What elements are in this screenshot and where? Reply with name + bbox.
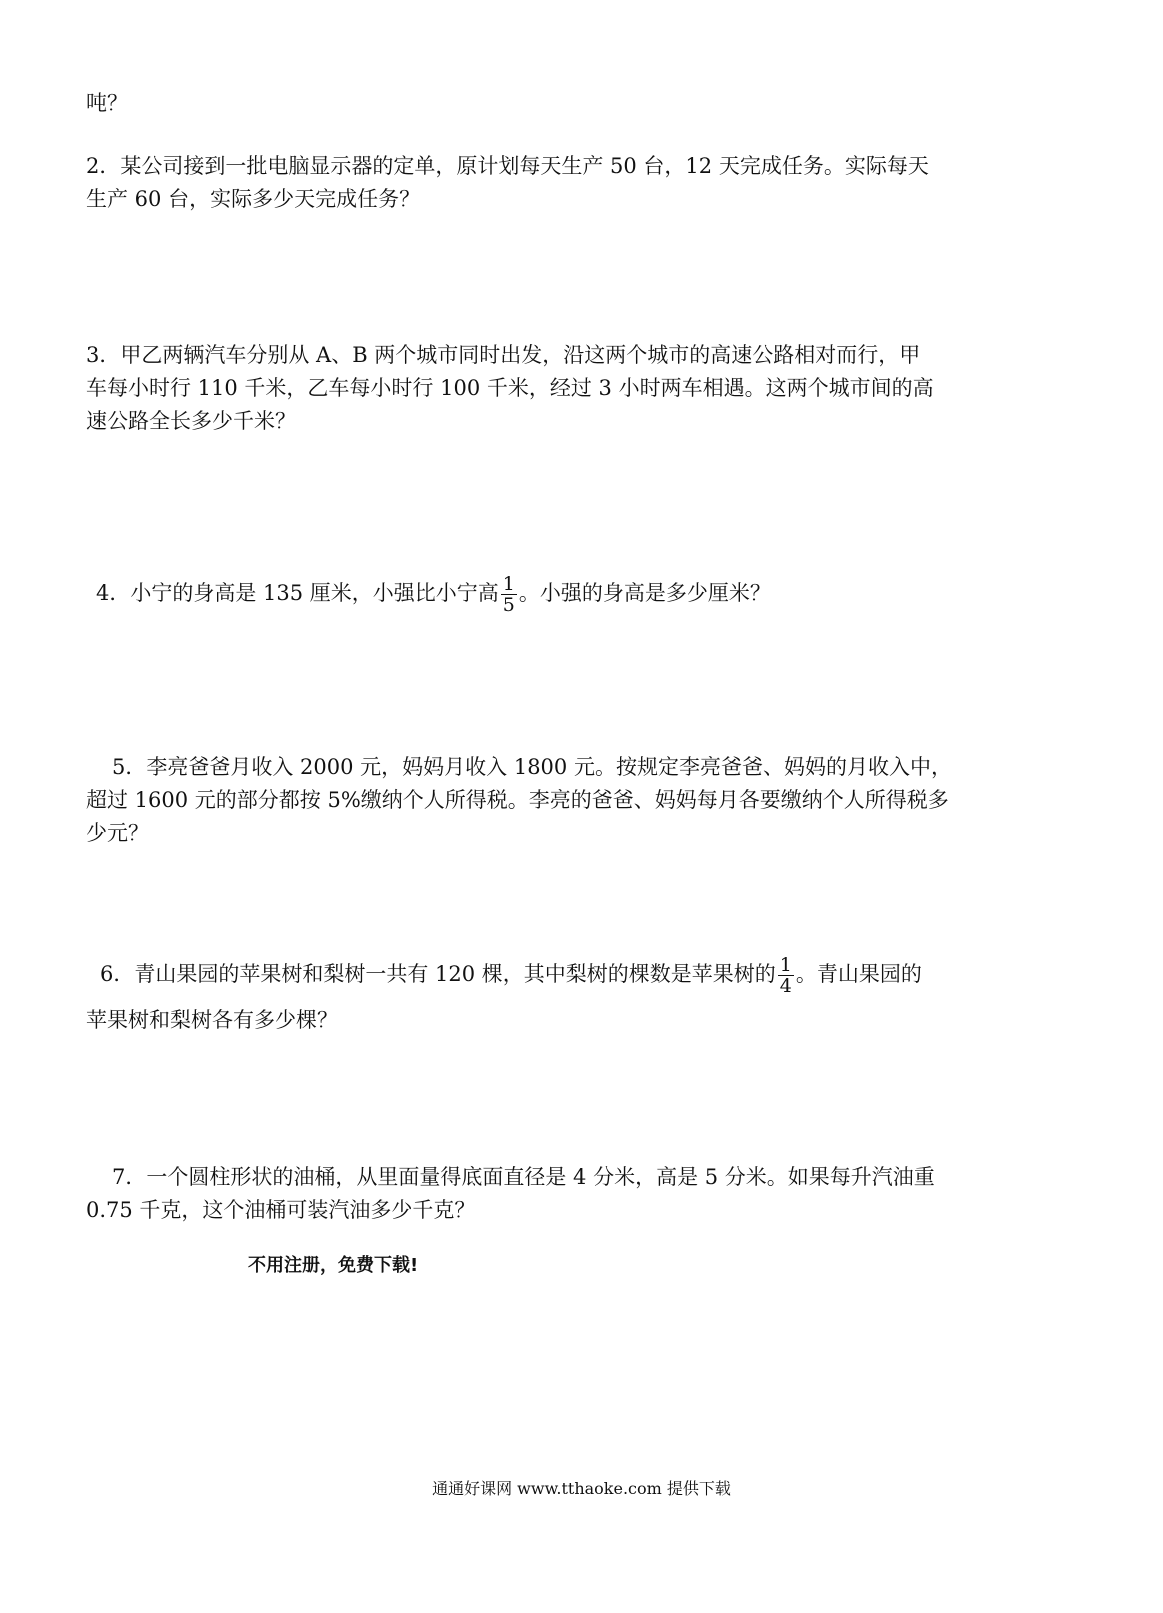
footer-source: 通通好课网 www.tthaoke.com 提供下载: [432, 1479, 731, 1498]
problem-4-text-after: 。小强的身高是多少厘米？: [518, 581, 771, 605]
fraction-denominator: 5: [502, 594, 515, 616]
problem-1-tail: 吨？: [86, 91, 128, 115]
problem-4-fraction: [501, 574, 517, 615]
fraction-denominator: 4: [779, 975, 792, 997]
problem-3-line-2: 车每小时行 110 千米，乙车每小时行 100 千米，经过 3 小时两车相遇。这两个城市间的高: [86, 376, 934, 400]
problem-6-line-2: 苹果树和梨树各有多少棵？: [86, 1008, 338, 1032]
problem-7-line-1: 7．一个圆柱形状的油桶，从里面量得底面直径是 4 分米，高是 5 分米。如果每升汽油重: [112, 1165, 935, 1189]
problem-4-text-before: 4．小宁的身高是 135 厘米，小强比小宁高: [96, 581, 499, 605]
problem-2-line-2: 生产 60 台，实际多少天完成任务？: [86, 187, 421, 211]
problem-5-line-1: 5．李亮爸爸月收入 2000 元，妈妈月收入 1800 元。按规定李亮爸爸、妈妈的月收入中，: [112, 755, 952, 779]
fraction-numerator: 1: [779, 954, 792, 976]
fraction-numerator: 1: [502, 573, 515, 595]
promo-text: 不用注册，免费下载!: [248, 1255, 419, 1276]
problem-3-line-1: 3．甲乙两辆汽车分别从 A、B 两个城市同时出发，沿这两个城市的高速公路相对而行，甲: [86, 343, 921, 367]
problem-7-line-2: 0.75 千克，这个油桶可装汽油多少千克？: [86, 1198, 476, 1222]
problem-6-line-1: [100, 955, 922, 996]
problem-3-line-3: 速公路全长多少千米？: [86, 409, 296, 433]
problem-6-fraction: [778, 955, 794, 996]
problem-4: [96, 574, 771, 615]
problem-6-text-after: 。青山果园的: [795, 962, 922, 986]
problem-5-line-3: 少元？: [86, 821, 149, 845]
problem-5-line-2: 超过 1600 元的部分都按 5%缴纳个人所得税。李亮的爸爸、妈妈每月各要缴纳个人所得税多: [86, 788, 949, 812]
problem-2-line-1: 2．某公司接到一批电脑显示器的定单，原计划每天生产 50 台，12 天完成任务。实际每天: [86, 154, 929, 178]
problem-6-text-before: 6．青山果园的苹果树和梨树一共有 120 棵，其中梨树的棵数是苹果树的: [100, 962, 776, 986]
